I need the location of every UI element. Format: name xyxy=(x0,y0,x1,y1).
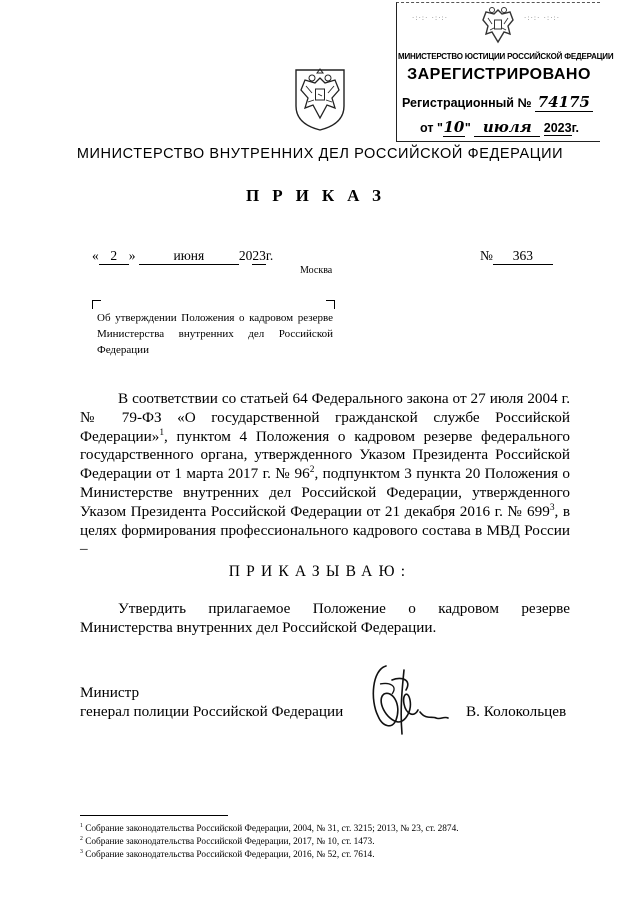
order-month: июня xyxy=(139,248,239,265)
footnote-ref-3: 3 xyxy=(549,502,555,513)
stamp-date-year: 2023 xyxy=(543,121,572,135)
footnote-separator xyxy=(80,815,228,816)
footnote-3-num: 3 xyxy=(80,848,83,855)
document-type: ПРИКАЗ xyxy=(246,186,394,205)
preamble xyxy=(80,390,570,559)
stamp-registered: ЗАРЕГИСТРИРОВАНО xyxy=(407,66,591,83)
order-subject: Об утверждении Положения о кадровом резерве Министерства внутренних дел Российской Федерации xyxy=(97,312,333,356)
order-date xyxy=(92,248,273,265)
footnote-ref-2: 2 xyxy=(309,465,315,476)
stamp-registration-number xyxy=(402,93,593,112)
preamble-part-1: В соответствии со статьей 64 Федерального закона от 27 июля 2004 г. № 79-ФЗ «О государственной гражданской службе Российской Федерации» xyxy=(80,390,570,445)
stamp-reg-number: 74175 xyxy=(535,93,593,112)
orders-word: ПРИКАЗЫВАЮ: xyxy=(228,563,412,580)
order-day: 2 xyxy=(99,248,129,265)
footnote-1 xyxy=(80,824,459,834)
footnote-2-num: 2 xyxy=(80,835,83,842)
stamp-dots-left: ·:·:· ·:·:· xyxy=(412,14,449,22)
signatory-rank: генерал полиции Российской Федерации xyxy=(80,703,344,720)
operative-text: Утвердить прилагаемое Положение о кадровом резерве Министерства внутренних дел Российской Федерации. xyxy=(80,600,570,636)
stamp-date-month: июля xyxy=(474,118,540,137)
stamp-date: от "10" июля 2023г. xyxy=(420,118,580,136)
footnote-ref-1: 1 xyxy=(159,427,165,438)
date-quote-open: « xyxy=(92,248,99,263)
signatory-name: В. Колокольцев xyxy=(466,703,567,720)
stamp-date-day: 10 xyxy=(443,118,465,136)
stamp-ministry: МИНИСТЕРСТВО ЮСТИЦИИ РОССИЙСКОЙ ФЕДЕРАЦИИ xyxy=(398,52,614,61)
preamble-part-3: , подпунктом 3 пункта 20 Положения о Министерстве внутренних дел Российской Федерации, утвержденного Указом Президента Российской Федерации от 21 декабря 2016 г. № 699 xyxy=(80,465,570,520)
order-year: 23 xyxy=(252,248,266,263)
coat-of-arms-icon xyxy=(292,66,348,132)
stamp-dots-right: ·:·:· ·:·:· xyxy=(524,14,561,22)
date-quote-close: » xyxy=(128,248,136,263)
subject-corner-right xyxy=(326,300,335,309)
footnote-2-text: Собрание законодательства Российской Федерации, 2017, № 10, ст. 1473. xyxy=(85,837,375,847)
number-sign: № xyxy=(480,248,493,263)
order-year-mark: г. xyxy=(265,248,274,263)
operative-clause xyxy=(80,600,570,638)
footnote-1-num: 1 xyxy=(80,822,83,829)
stamp-eagle-emblem-icon xyxy=(478,4,518,46)
preamble-part-4: , в целях формирования профессионального кадрового состава в МВД России – xyxy=(80,502,570,558)
signatory-title: Министр xyxy=(80,684,140,701)
footnote-3-text: Собрание законодательства Российской Федерации, 2016, № 52, ст. 7614. xyxy=(85,850,375,860)
order-number-value: 363 xyxy=(493,248,553,265)
order-number xyxy=(480,248,553,265)
order-year-prefix: 20 xyxy=(238,248,253,263)
city: Москва xyxy=(300,265,333,276)
footnote-3 xyxy=(80,850,375,860)
stamp-date-suffix: г. xyxy=(571,121,580,135)
subject-corner-left xyxy=(92,300,101,309)
stamp-date-prefix: от xyxy=(420,121,434,135)
footnote-2 xyxy=(80,837,375,847)
preamble-part-2: , пунктом 4 Положения о кадровом резерве федерального государственного органа, утвержденного Указом Президента Российской Федерации от 1 марта 2017 г. № 96 xyxy=(80,427,570,483)
stamp-reg-label: Регистрационный № xyxy=(402,96,532,110)
ministry-title: МИНИСТЕРСТВО ВНУТРЕННИХ ДЕЛ РОССИЙСКОЙ ФЕДЕРАЦИИ xyxy=(76,146,564,162)
footnote-1-text: Собрание законодательства Российской Федерации, 2004, № 31, ст. 3215; 2013, № 23, ст. 2874. xyxy=(85,824,459,834)
handwritten-signature xyxy=(362,660,450,736)
